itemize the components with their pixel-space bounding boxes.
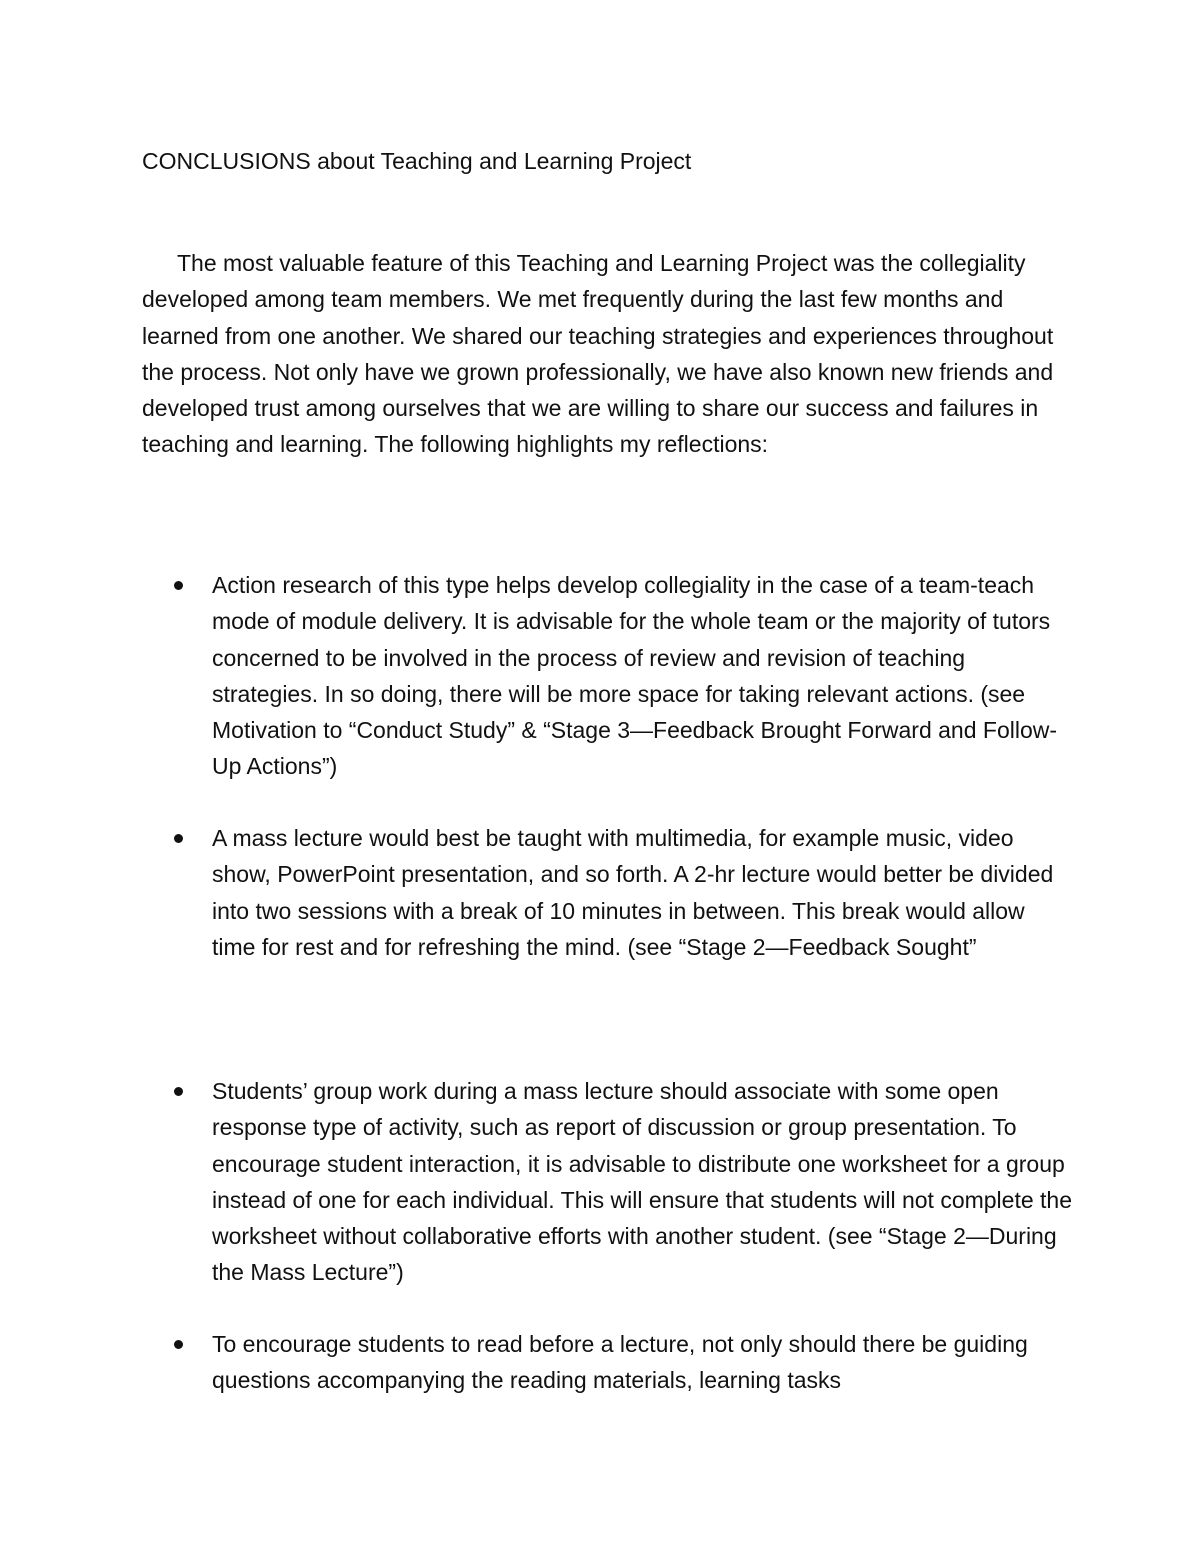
- intro-paragraph: The most valuable feature of this Teaching and Learning Project was the collegiality developed among team members. We met frequently during the last few months and learned from one another. We shared our teaching strategies and experiences throughout the process. Not only have we grown professionally, we have also known new friends and developed trust among ourselves that we are willing to share our success and failures in teaching and learning. The following highlights my reflections:: [142, 250, 1054, 458]
- list-item-text: To encourage students to read before a lecture, not only should there be guiding questions accompanying the reading materials, learning tasks: [212, 1331, 1028, 1394]
- list-item-text: A mass lecture would best be taught with multimedia, for example music, video show, PowerPoint presentation, and so forth. A 2-hr lecture would better be divided into two sessions with a break of 10 minutes in between. This break would allow time for rest and for refreshing the mind. (see “Stage 2—Feedback Sought”: [212, 825, 1054, 960]
- bullet-icon: [174, 581, 183, 590]
- list-item-text: Students’ group work during a mass lecture should associate with some open response type of activity, such as report of discussion or group presentation. To encourage student interaction, it is advisable to distribute one worksheet for a group instead of one for each individual. This will ensure that students will not complete the worksheet without collaborative efforts with another student. (see “Stage 2—During the Mass Lecture”): [212, 1078, 1073, 1286]
- list-item: [212, 567, 1072, 785]
- bullet-icon: [174, 1087, 183, 1096]
- bullet-icon: [174, 834, 183, 843]
- list-item: [212, 1073, 1072, 1291]
- list-item: [212, 820, 1072, 965]
- document-title: CONCLUSIONS about Teaching and Learning Project: [142, 148, 692, 174]
- list-item: [212, 1326, 1072, 1399]
- bullet-icon: [174, 1340, 183, 1349]
- list-item-text: Action research of this type helps develop collegiality in the case of a team-teach mode of module delivery. It is advisable for the whole team or the majority of tutors concerned to be involved in the process of review and revision of teaching strategies. In so doing, there will be more space for taking relevant actions. (see Motivation to “Conduct Study” & “Stage 3—Feedback Brought Forward and Follow-Up Actions”): [212, 572, 1058, 780]
